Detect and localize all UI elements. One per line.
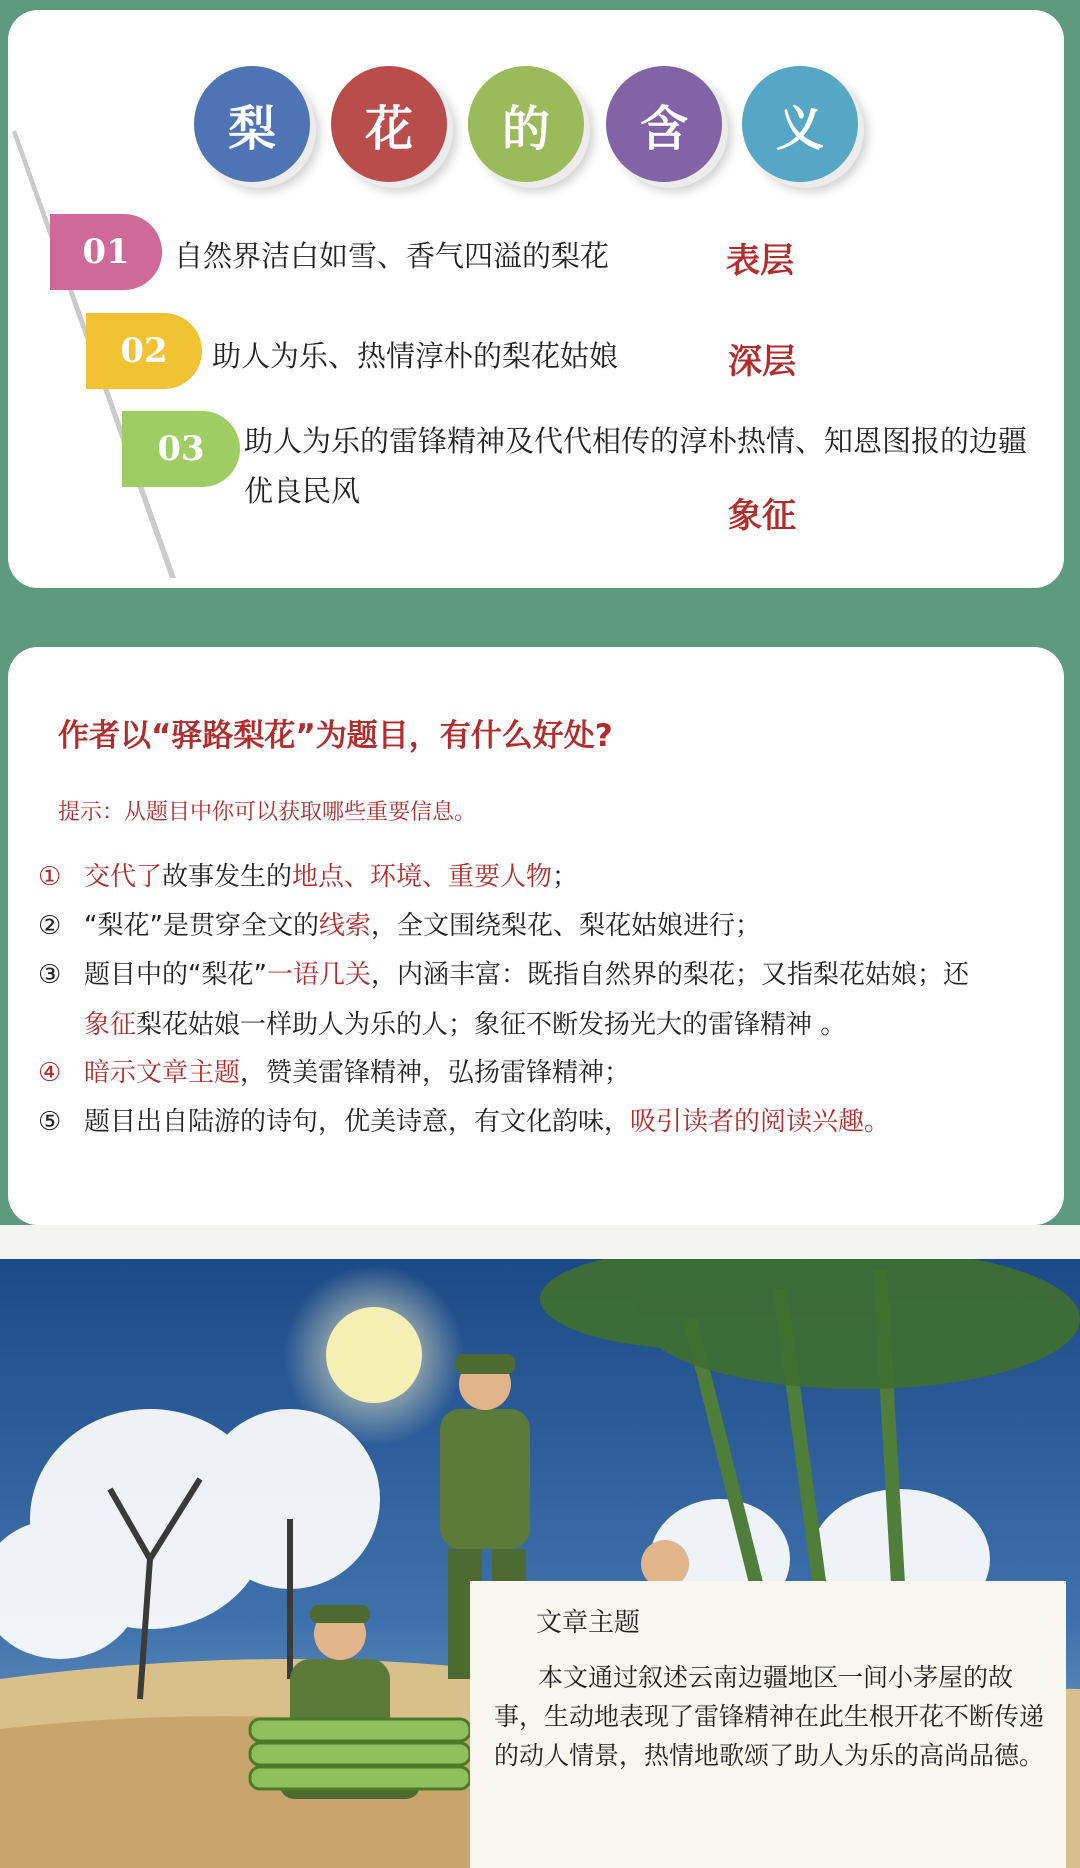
point-text: ，全文围绕梨花、梨花姑娘进行； [370,911,761,941]
theme-note-body [494,1658,1044,1775]
point-text: 梨花姑娘一样助人为乐的人；象征不断发扬光大的雷锋精神 。 [136,1010,847,1040]
title-char-1: 梨 [194,66,310,182]
meaning-layer-label: 深层 [728,342,796,382]
point-highlight: 象征 [84,1010,137,1040]
point-text: ，赞美雷锋精神，弘扬雷锋精神； [240,1058,631,1088]
meaning-number-badge: 03 [122,411,240,487]
point-text: ； [552,862,579,892]
answer-point [38,852,578,902]
point-number: ⑤ [38,1107,62,1137]
moon-icon [326,1307,422,1403]
point-text: ，内涵丰富：既指自然界的梨花；又指梨花姑娘；还 [370,960,969,990]
point-text: 题目中的“梨花” [84,960,267,990]
answer-point [38,950,1038,1050]
answer-point [38,1048,630,1098]
point-highlight: 一语几关 [266,960,371,990]
point-text: “梨花”是贯穿全文的 [84,911,319,941]
point-highlight: 吸引读者的阅读兴趣。 [630,1107,891,1137]
meaning-layer-label: 象征 [728,496,796,536]
answer-point [38,901,761,951]
point-number: ① [38,862,62,892]
title-char-2: 花 [331,66,447,182]
point-number: ④ [38,1058,62,1088]
point-highlight: 地点、环境、重要人物 [292,862,553,892]
point-highlight: 交代了 [84,862,163,892]
point-number: ③ [38,960,62,990]
meaning-number-badge: 01 [50,214,162,290]
theme-note-title: 文章主题 [536,1608,641,1638]
meaning-layer-label: 表层 [726,241,794,281]
title-char-5: 义 [742,66,858,182]
meaning-text: 自然界洁白如雪、香气四溢的梨花 [174,239,610,273]
question-hint: 提示：从题目中你可以获取哪些重要信息。 [58,800,477,825]
answer-point [38,1097,890,1147]
title-char-4: 含 [606,66,722,182]
meaning-text: 助人为乐的雷锋精神及代代相传的淳朴热情、知恩图报的边疆优良民风 [244,424,1028,508]
divider-band-light [0,1225,1080,1259]
point-number: ② [38,911,62,941]
title-char-3: 的 [468,66,584,182]
point-highlight: 线索 [318,911,371,941]
meaning-text: 助人为乐、热情淳朴的梨花姑娘 [212,339,619,373]
question-title: 作者以“驿路梨花”为题目，有什么好处? [58,718,613,754]
meaning-number-badge: 02 [86,313,202,389]
point-text: 故事发生的 [162,862,293,892]
bamboo-bundle [250,1719,470,1789]
theme-note-text: 本文通过叙述云南边疆地区一间小茅屋的故事，生动地表现了雷锋精神在此生根开花不断传递的动人情景，热情地歌颂了助人为乐的高尚品德。 [494,1663,1045,1770]
point-highlight: 暗示文章主题 [84,1058,241,1088]
point-text: 题目出自陆游的诗句，优美诗意，有文化韵味， [84,1107,631,1137]
